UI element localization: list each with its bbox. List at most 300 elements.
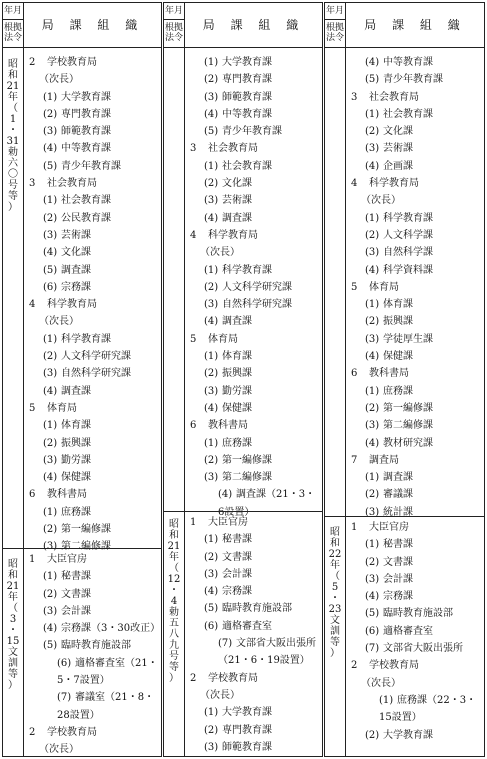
org-title: 局 課 組 織 [202, 18, 305, 32]
item-number: (4) [204, 586, 219, 598]
item-number: (4) [365, 160, 380, 172]
org-item [188, 600, 320, 617]
org-item [349, 331, 482, 348]
item-number: (1) [204, 351, 219, 363]
item-number: (2) [365, 729, 380, 741]
item-number: (3) [204, 741, 219, 753]
item-number: (4) [365, 437, 380, 449]
item-number: (3) [204, 568, 219, 580]
item-number: 6 [351, 368, 358, 380]
item-label: 中等教育課 [222, 108, 272, 120]
law-basis-char: ） [330, 648, 340, 659]
org-item [27, 279, 159, 296]
org-item [188, 531, 320, 548]
item-label: 調査課（21・3・6設置） [218, 489, 316, 518]
item-label: 社会教育課 [61, 195, 111, 207]
item-label: 公民教育課 [61, 212, 111, 224]
year-law-header [164, 3, 185, 47]
item-label: 振興課 [222, 368, 252, 380]
item-label: 秘書課 [383, 539, 413, 551]
law-basis-char: （ [169, 563, 179, 574]
org-list [188, 514, 320, 756]
item-number: (1) [43, 333, 58, 345]
item-label: 庶務課（22・3・15設置） [379, 694, 477, 724]
item-label: 大臣官房 [208, 517, 248, 528]
item-number: (1) [43, 195, 58, 207]
item-label: 体育課 [222, 351, 252, 363]
org-item [188, 383, 320, 400]
year-month-label: 年月 [3, 6, 23, 20]
item-number: (1) [43, 571, 58, 583]
item-label: 体育局 [208, 333, 238, 345]
column-header [325, 3, 484, 48]
item-label: 学校教育局 [47, 726, 97, 738]
law-basis-char: 21 [167, 541, 181, 552]
org-title: 局 課 組 織 [364, 18, 466, 32]
item-label: 師範教育課 [222, 741, 272, 753]
item-number: 1 [190, 517, 197, 528]
item-label: 学校教育局 [47, 57, 97, 68]
law-basis-char: ・ [8, 125, 18, 136]
item-label: 企画課 [383, 160, 413, 172]
item-number: 4 [351, 178, 358, 190]
org-item [349, 435, 482, 452]
item-label: 科学教育課 [61, 333, 111, 345]
law-basis-char: ） [169, 673, 179, 684]
item-label: 社会教育課 [383, 108, 433, 120]
item-label: 適格審査室 [383, 625, 433, 637]
item-label: 文書課 [222, 551, 252, 563]
law-basis-char: 年 [8, 92, 18, 103]
item-label: 勤労課 [61, 454, 91, 466]
item-number: 5 [190, 333, 197, 345]
org-item [188, 469, 320, 486]
org-title: 局 課 組 織 [41, 18, 144, 32]
item-number: (3) [43, 229, 58, 241]
law-basis-char: 等 [169, 662, 179, 673]
org-item [349, 675, 482, 692]
item-label: 振興課 [61, 437, 91, 449]
year-month-label: 年月 [164, 6, 184, 20]
org-item [27, 620, 159, 637]
item-number: (5) [43, 160, 58, 172]
item-number: (3) [204, 91, 219, 103]
org-item [349, 417, 482, 434]
law-basis-char: 等 [8, 669, 18, 680]
item-number: (2) [204, 281, 219, 293]
column-header [164, 3, 322, 48]
org-item [349, 588, 482, 605]
item-label: 第一編修課 [383, 402, 433, 414]
item-label: 人文科学課 [383, 229, 433, 241]
item-label: 文書課 [61, 588, 91, 600]
item-number: (1) [204, 437, 219, 449]
item-number: 5 [351, 281, 358, 293]
org-list [27, 54, 159, 556]
org-item [349, 227, 482, 244]
item-number: (2) [43, 437, 58, 449]
item-label: 文部省大阪出張所（21・6・19設置） [218, 638, 316, 667]
item-label: 会計課 [383, 573, 413, 585]
item-number: (2) [204, 724, 219, 736]
item-label: 教科書局 [47, 489, 87, 501]
item-label: 適格審査室 [222, 620, 272, 632]
item-number: (6) [43, 281, 58, 293]
org-item [349, 623, 482, 640]
item-number: (6) [365, 625, 380, 637]
law-basis-char: 昭 [8, 559, 18, 570]
item-number: (4) [204, 316, 219, 328]
item-label: 適格審査室（21・5・7設置） [57, 657, 158, 687]
org-item [27, 140, 159, 157]
org-item [349, 262, 482, 279]
law-basis-char: 年 [8, 592, 18, 603]
org-item [27, 724, 159, 741]
item-number: (2) [43, 108, 58, 120]
org-item [188, 54, 320, 71]
org-item [188, 296, 320, 313]
org-item [27, 452, 159, 469]
item-label: （次長） [39, 744, 79, 756]
item-label: 人文科学研究課 [61, 351, 131, 363]
item-number: (6) [204, 620, 219, 632]
org-item [188, 140, 320, 157]
law-basis-char: 12 [167, 574, 181, 585]
item-number: (7) [218, 638, 233, 650]
item-number: (3) [204, 472, 219, 484]
law-basis-cell [3, 559, 23, 691]
item-label: 自然科学研究課 [222, 299, 292, 311]
item-label: 第二編修課 [222, 472, 272, 484]
org-list [349, 519, 482, 744]
org-item [188, 400, 320, 417]
law-basis-char: 等 [330, 637, 340, 648]
item-label: 調査局 [369, 454, 399, 466]
org-item [188, 158, 320, 175]
item-number: (4) [365, 264, 380, 276]
org-item [188, 123, 320, 140]
org-item [27, 348, 159, 365]
item-number: 2 [29, 726, 36, 738]
item-label: 人文科学研究課 [222, 281, 292, 293]
item-number: (2) [365, 556, 380, 568]
item-label: 大臣官房 [369, 522, 409, 533]
item-label: 庶務課 [61, 506, 91, 518]
item-number: 3 [190, 143, 197, 155]
item-label: 文化課 [61, 247, 91, 259]
item-number: (3) [43, 454, 58, 466]
year-law-header [325, 3, 346, 47]
org-item [188, 687, 320, 704]
item-number: 6 [29, 489, 36, 501]
item-number: 1 [351, 522, 358, 533]
item-number: (3) [365, 247, 380, 259]
item-label: 大臣官房 [47, 554, 87, 565]
item-number: (1) [365, 299, 380, 311]
org-item [188, 210, 320, 227]
org-item [27, 521, 159, 538]
item-number: (1) [365, 108, 380, 120]
item-label: （次長） [361, 195, 401, 207]
item-number: (5) [204, 603, 219, 615]
org-item [349, 71, 482, 88]
item-number: 7 [351, 454, 358, 466]
item-label: 学校教育局 [369, 660, 419, 672]
item-number: (1) [43, 506, 58, 518]
item-label: 調査課 [222, 316, 252, 328]
item-number: 2 [190, 672, 197, 684]
org-item [188, 313, 320, 330]
item-number: (1) [43, 420, 58, 432]
item-number: (4) [43, 143, 58, 155]
item-label: （次長） [200, 689, 240, 701]
item-number: (1) [365, 472, 380, 484]
column-3 [324, 2, 485, 757]
item-number: (6) [57, 657, 72, 669]
item-label: 自然科学研究課 [61, 368, 131, 380]
org-item [188, 71, 320, 88]
law-basis-char: ・ [330, 593, 340, 604]
item-label: 体育局 [47, 402, 77, 414]
org-item [27, 296, 159, 313]
item-number: (4) [43, 385, 58, 397]
item-number: (2) [365, 229, 380, 241]
item-number: (3) [204, 299, 219, 311]
column-1 [2, 2, 162, 757]
item-label: 統計課 [383, 506, 413, 518]
org-item [27, 71, 159, 88]
org-item [27, 603, 159, 620]
item-label: 師範教育課 [222, 91, 272, 103]
item-number: (4) [43, 247, 58, 259]
org-item [349, 313, 482, 330]
item-label: 保健課 [222, 402, 252, 414]
law-basis-char: 等 [8, 191, 18, 202]
item-label: （次長） [39, 74, 79, 86]
item-label: 青少年教育課 [61, 160, 121, 172]
org-item [349, 469, 482, 486]
item-number: (2) [204, 74, 219, 86]
item-label: 秘書課 [61, 571, 91, 583]
item-number: (2) [43, 351, 58, 363]
org-item [188, 704, 320, 721]
item-number: (2) [365, 489, 380, 501]
item-number: (2) [204, 454, 219, 466]
item-label: 青少年教育課 [383, 74, 443, 86]
item-number: (2) [204, 178, 219, 190]
law-basis-label: 根拠 法令 [325, 23, 344, 43]
item-number: (4) [43, 623, 58, 635]
item-label: 体育課 [383, 299, 413, 311]
item-label: 体育局 [369, 281, 399, 293]
item-label: 秘書課 [222, 534, 252, 546]
item-number: (4) [218, 489, 233, 501]
law-basis-char: 八 [169, 629, 179, 640]
org-list [27, 551, 159, 759]
item-label: 科学教育局 [369, 178, 419, 190]
law-basis-char: 4 [170, 596, 178, 607]
org-item [188, 739, 320, 756]
law-basis-char: 昭 [169, 519, 179, 530]
org-item [27, 551, 159, 568]
item-label: 学校教育局 [208, 672, 258, 684]
item-label: 庶務課 [383, 385, 413, 397]
item-number: (3) [365, 573, 380, 585]
org-item [349, 657, 482, 674]
item-label: 大学教育課 [222, 707, 272, 719]
item-label: 青少年教育課 [222, 126, 282, 138]
item-number: (2) [204, 551, 219, 563]
org-item [349, 296, 482, 313]
item-number: (3) [43, 126, 58, 138]
item-label: （次長） [200, 247, 240, 259]
item-label: 芸術課 [61, 229, 91, 241]
item-label: 科学教育局 [208, 229, 258, 241]
org-item [27, 331, 159, 348]
item-number: (3) [365, 420, 380, 432]
item-label: 会計課 [61, 605, 91, 617]
item-label: 臨時教育施設部 [61, 640, 131, 652]
item-label: 庶務課 [222, 437, 252, 449]
org-item [188, 435, 320, 452]
org-item [27, 741, 159, 758]
org-item [27, 313, 159, 330]
item-number: (2) [365, 316, 380, 328]
org-item [188, 106, 320, 123]
org-item [349, 140, 482, 157]
item-label: 教科書局 [369, 368, 409, 380]
org-item [349, 383, 482, 400]
law-basis-char: ） [8, 202, 18, 213]
org-item [349, 106, 482, 123]
item-number: 3 [29, 178, 36, 190]
org-item [27, 568, 159, 585]
org-item [349, 692, 482, 727]
item-number: (1) [43, 91, 58, 103]
item-number: (1) [204, 707, 219, 719]
law-basis-char: 1 [9, 114, 17, 125]
org-item [27, 227, 159, 244]
org-item [349, 519, 482, 536]
item-label: 文部省大阪出張所 [383, 643, 463, 655]
law-basis-cell [325, 527, 345, 659]
law-basis-char: 31 [6, 136, 20, 147]
law-basis-char: 年 [169, 552, 179, 563]
item-label: 第二編修課 [61, 541, 111, 553]
law-basis-cell [164, 519, 184, 684]
item-number: (3) [43, 541, 58, 553]
item-number: 1 [29, 554, 36, 565]
item-number: (1) [204, 57, 219, 68]
item-label: 芸術課 [383, 143, 413, 155]
item-label: 中等教育課 [383, 57, 433, 68]
org-item [27, 158, 159, 175]
law-basis-char: 昭 [330, 527, 340, 538]
law-basis-char: 号 [169, 651, 179, 662]
org-item [188, 348, 320, 365]
item-label: 学徒厚生課 [383, 333, 433, 345]
org-item [27, 175, 159, 192]
law-basis-char: 訓 [330, 626, 340, 637]
law-basis-char: 和 [8, 570, 18, 581]
law-basis-char: 和 [169, 530, 179, 541]
org-item [27, 383, 159, 400]
org-item [349, 54, 482, 71]
year-month-label: 年月 [325, 6, 345, 20]
item-label: 教材研究課 [383, 437, 433, 449]
org-item [188, 618, 320, 635]
item-label: 科学教育課 [383, 212, 433, 224]
org-item [188, 89, 320, 106]
item-number: 2 [351, 660, 358, 672]
org-item [188, 244, 320, 261]
item-number: (2) [43, 588, 58, 600]
item-number: (3) [365, 143, 380, 155]
item-number: (5) [204, 126, 219, 138]
item-number: 3 [351, 91, 358, 103]
item-label: 臨時教育施設部 [222, 603, 292, 615]
item-number: 4 [29, 299, 36, 311]
item-label: 社会教育局 [208, 143, 258, 155]
law-basis-char: （ [330, 571, 340, 582]
law-basis-char: 勅 [169, 607, 179, 618]
org-item [349, 348, 482, 365]
org-item [349, 365, 482, 382]
org-item [349, 158, 482, 175]
org-item [349, 554, 482, 571]
law-basis-char: 六 [8, 158, 18, 169]
org-item [27, 637, 159, 654]
item-number: (1) [365, 539, 380, 551]
item-label: 第一編修課 [222, 454, 272, 466]
org-list [188, 54, 320, 521]
item-label: 社会教育局 [369, 91, 419, 103]
org-item [349, 727, 482, 744]
org-item [349, 210, 482, 227]
column-2 [163, 2, 323, 757]
item-number: (3) [365, 506, 380, 518]
item-label: 社会教育課 [222, 160, 272, 172]
org-item [27, 655, 159, 690]
law-basis-char: 21 [6, 81, 20, 92]
law-basis-char: ・ [8, 625, 18, 636]
law-basis-char: 昭 [8, 59, 18, 70]
org-item [188, 417, 320, 434]
item-number: (2) [43, 524, 58, 536]
item-label: 専門教育課 [222, 724, 272, 736]
law-basis-char: 21 [6, 581, 20, 592]
law-basis-char: 文 [8, 647, 18, 658]
org-item [27, 400, 159, 417]
item-label: 調査課 [222, 212, 252, 224]
item-label: 体育課 [61, 420, 91, 432]
item-number: (1) [365, 212, 380, 224]
org-item [349, 640, 482, 657]
org-list [349, 54, 482, 521]
item-number: 5 [29, 402, 36, 414]
org-item [27, 89, 159, 106]
item-label: （次長） [361, 677, 401, 689]
item-label: 科学教育課 [222, 264, 272, 276]
org-item [349, 279, 482, 296]
item-number: (4) [365, 351, 380, 363]
org-item [27, 586, 159, 603]
organization-table [2, 2, 485, 757]
item-number: (7) [365, 643, 380, 655]
org-item [188, 262, 320, 279]
item-label: 調査課 [61, 385, 91, 397]
item-number: (3) [43, 368, 58, 380]
